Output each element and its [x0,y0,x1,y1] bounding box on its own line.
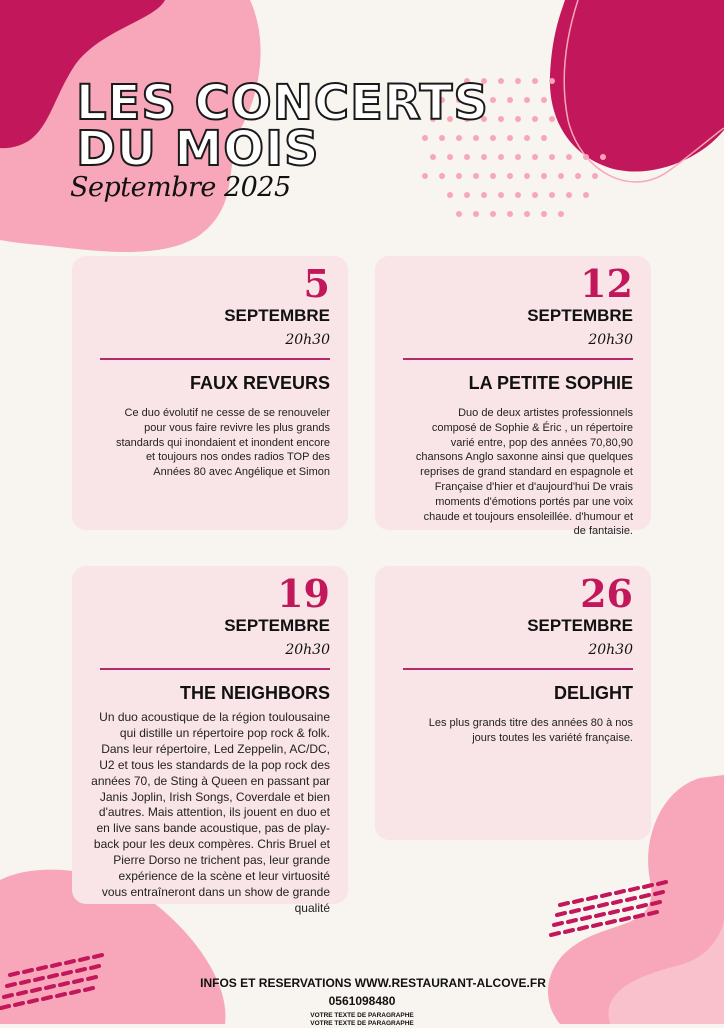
dash [621,918,629,920]
dash [602,894,610,896]
dash [66,961,74,963]
dash [655,892,663,894]
dash [588,897,596,899]
concert-month: SEPTEMBRE [224,616,330,635]
dash [568,920,576,922]
dash [38,967,46,969]
dash [574,900,582,902]
dash [641,895,649,897]
dash [94,955,102,957]
concert-month: SEPTEMBRE [527,306,633,325]
concert-time: 20h30 [285,642,330,658]
page-subtitle: Septembre 2025 [70,172,291,203]
dot [549,116,555,122]
dot [541,97,547,103]
dot [541,173,547,179]
footer [0,975,724,1028]
divider [100,358,330,360]
concert-month: SEPTEMBRE [527,616,633,635]
dot [532,116,538,122]
dot [447,192,453,198]
dash [627,898,635,900]
dot [549,192,555,198]
dot [422,173,428,179]
concert-description: Un duo acoustique de la région toulousaine qui distille un répertoire pop rock & folk. Dans leur répertoire, Led Zeppelin, AC/DC, U2 et tous les standards de la pop rock des années 70, de Sting à Queen en passant par Janis Joplin, Irish Songs, Coverdale et bien d'autres. Mais attention, ils jouent en duo et en live sans bande acoustique, pas de play-back pour les deux compères. Chris Bruel et Pierre Dorso ne trichent pas, leur grande expérience de la scène et leur virtuosité vous entraîneront dans un show de grande qualité [91,710,330,915]
dot [507,97,513,103]
concert-description: Duo de deux artistes professionnels composé de Sophie & Éric , un répertoire varié entre, pop des années 70,80,90 chansons Anglo saxonne ainsi que quelques reprises de grand standard en espagnole et Française d'hier et d'aujourd'hui De vrais moments d'émotions portés par une voix chaude et toujours ensoleillée. d'humour et de fantaisie. [415,407,633,538]
dot [583,154,589,160]
concert-time: 20h30 [588,332,633,348]
dot [490,211,496,217]
dot [490,135,496,141]
dot [575,173,581,179]
dot [498,192,504,198]
title-line-1: LES CONCERTS [76,75,489,131]
concert-card [72,566,348,915]
dot [524,97,530,103]
dot [541,211,547,217]
dash [624,908,632,910]
dash [616,891,624,893]
dash [658,882,666,884]
footer-reservation-info: INFOS ET RESERVATIONS WWW.RESTAURANT-ALCOVE.FR [200,976,546,990]
concert-day: 19 [277,571,330,616]
dot [549,78,555,84]
dash [644,885,652,887]
dot [600,154,606,160]
dot [473,173,479,179]
dot [515,78,521,84]
dash [579,927,587,929]
magenta-blob-top-right [550,0,724,172]
dash [585,907,593,909]
dot [490,97,496,103]
title-line-2: DU MOIS [76,121,320,177]
dash [560,903,568,905]
dot [558,211,564,217]
dot [515,192,521,198]
dash [571,910,579,912]
dot [541,135,547,141]
dot [532,78,538,84]
concert-card [375,566,651,840]
dot [583,192,589,198]
dot [498,116,504,122]
dot [507,211,513,217]
dash [582,917,590,919]
dash [630,888,638,890]
concert-month: SEPTEMBRE [224,306,330,325]
dot [498,154,504,160]
dot [566,154,572,160]
dot [532,192,538,198]
footer-phone: 0561098480 [328,994,396,1008]
dash [77,969,85,971]
dot [515,116,521,122]
dot [498,78,504,84]
concert-name: THE NEIGHBORS [179,683,330,703]
dot [558,173,564,179]
dash [649,912,657,914]
dot [549,154,555,160]
dot [473,211,479,217]
dot [515,154,521,160]
concert-name: LA PETITE SOPHIE [468,373,633,393]
concert-card [375,256,651,538]
concert-name: DELIGHT [554,683,633,703]
dash [638,905,646,907]
dot [490,173,496,179]
concert-day: 12 [580,261,633,306]
dash [52,964,60,966]
concert-name: FAUX REVEURS [189,373,330,393]
dash [554,923,562,925]
dot [566,192,572,198]
footer-paragraph-2: VOTRE TEXTE DE PARAGRAPHE [310,1020,414,1027]
concert-day: 26 [580,571,633,616]
dash [652,902,660,904]
dot [481,192,487,198]
dot [507,135,513,141]
page-title [76,75,489,177]
concert-description: Ce duo évolutif ne cesse de se renouveler pour vous faire revivre les plus grands standards qui inondaient et inondent encore et toujours nos ondes radios TOP des Années 80 avec Angélique et Simon [115,407,330,479]
dot [464,192,470,198]
dash [24,970,32,972]
dash [607,921,615,923]
concert-time: 20h30 [285,332,330,348]
dot [592,173,598,179]
dash [610,911,618,913]
dash [599,904,607,906]
dash [551,933,559,935]
dash [557,913,565,915]
dot [524,211,530,217]
concert-description: Les plus grands titre des années 80 à nos jours toutes les variété française. [428,717,633,744]
dot [439,173,445,179]
concert-card [72,256,348,530]
concert-time: 20h30 [588,642,633,658]
dash [80,958,88,960]
dot [524,173,530,179]
dot [532,154,538,160]
concert-day: 5 [303,261,330,306]
dot [524,135,530,141]
dot [456,211,462,217]
dash [596,914,604,916]
dash [635,915,643,917]
dash [91,966,99,968]
divider [403,358,633,360]
dash [63,972,71,974]
dash [613,901,621,903]
dot [507,173,513,179]
divider [100,668,330,670]
footer-paragraph-1: VOTRE TEXTE DE PARAGRAPHE [310,1012,414,1019]
dash [565,930,573,932]
divider [403,668,633,670]
dot [456,173,462,179]
dash [593,924,601,926]
